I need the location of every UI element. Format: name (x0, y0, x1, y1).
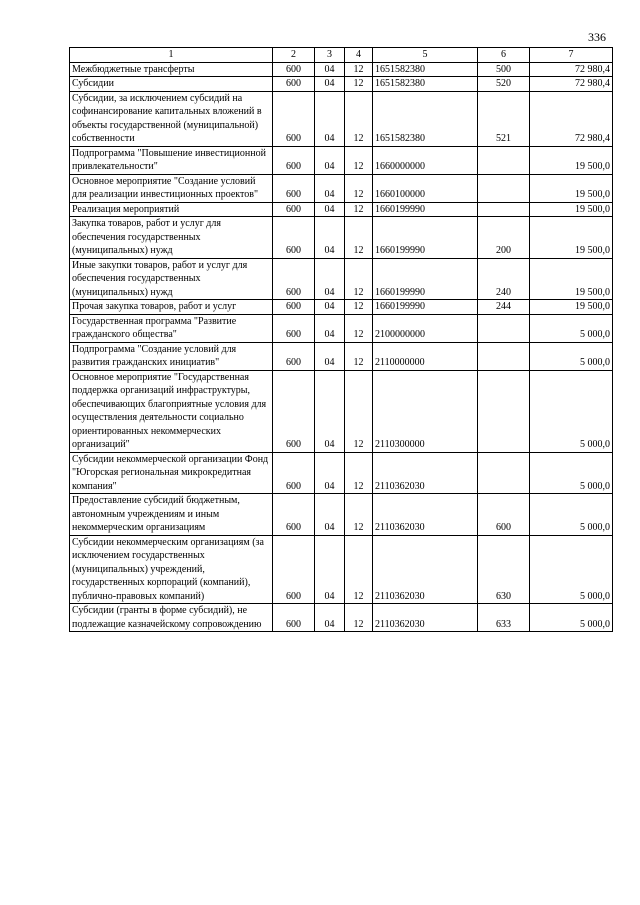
table-row (70, 604, 613, 632)
row-name-cell: Субсидии (гранты в форме субсидий), не подлежащие казначейскому сопровождению (70, 604, 273, 632)
row-name-cell: Субсидии некоммерческой организации Фонд "Югорская региональная микрокредитная компания" (70, 452, 273, 494)
target-article-cell: 1651582380 (373, 77, 478, 92)
subsection-cell: 12 (345, 258, 373, 300)
table-row (70, 146, 613, 174)
row-name-cell: Подпрограмма "Повышение инвестиционной привлекательности" (70, 146, 273, 174)
col-header-5: 5 (373, 48, 478, 63)
row-name-cell: Основное мероприятие "Создание условий для реализации инвестиционных проектов" (70, 174, 273, 202)
col-header-1: 1 (70, 48, 273, 63)
subsection-cell: 12 (345, 370, 373, 452)
section-cell: 04 (315, 174, 345, 202)
section-cell: 04 (315, 452, 345, 494)
amount-cell: 19 500,0 (530, 146, 613, 174)
table-body (70, 62, 613, 632)
amount-cell: 5 000,0 (530, 370, 613, 452)
amount-cell: 5 000,0 (530, 342, 613, 370)
col-header-6: 6 (478, 48, 530, 63)
subsection-cell: 12 (345, 314, 373, 342)
expense-type-cell (478, 342, 530, 370)
col-header-4: 4 (345, 48, 373, 63)
expense-type-cell: 500 (478, 62, 530, 77)
subsection-cell: 12 (345, 535, 373, 604)
subsection-cell: 12 (345, 452, 373, 494)
amount-cell: 5 000,0 (530, 314, 613, 342)
target-article-cell: 1660199990 (373, 217, 478, 259)
table-row (70, 314, 613, 342)
ved-cell: 600 (273, 314, 315, 342)
subsection-cell: 12 (345, 300, 373, 315)
expense-type-cell: 240 (478, 258, 530, 300)
expense-type-cell (478, 370, 530, 452)
subsection-cell: 12 (345, 494, 373, 536)
amount-cell: 72 980,4 (530, 77, 613, 92)
amount-cell: 72 980,4 (530, 62, 613, 77)
ved-cell: 600 (273, 342, 315, 370)
section-cell: 04 (315, 300, 345, 315)
section-cell: 04 (315, 370, 345, 452)
expense-type-cell: 633 (478, 604, 530, 632)
subsection-cell: 12 (345, 174, 373, 202)
budget-table (69, 47, 613, 632)
section-cell: 04 (315, 535, 345, 604)
target-article-cell: 2110362030 (373, 604, 478, 632)
ved-cell: 600 (273, 202, 315, 217)
target-article-cell: 1660199990 (373, 258, 478, 300)
target-article-cell: 2100000000 (373, 314, 478, 342)
expense-type-cell: 521 (478, 91, 530, 146)
section-cell: 04 (315, 202, 345, 217)
ved-cell: 600 (273, 146, 315, 174)
expense-type-cell (478, 314, 530, 342)
section-cell: 04 (315, 77, 345, 92)
ved-cell: 600 (273, 258, 315, 300)
amount-cell: 19 500,0 (530, 202, 613, 217)
row-name-cell: Основное мероприятие "Государственная поддержка организаций инфраструктуры, обеспечивающих благоприятные условия для осуществления деятельности социально ориентированных некоммерческих организаций" (70, 370, 273, 452)
ved-cell: 600 (273, 77, 315, 92)
amount-cell: 5 000,0 (530, 494, 613, 536)
table-row (70, 77, 613, 92)
page-number: 336 (588, 30, 606, 44)
amount-cell: 19 500,0 (530, 258, 613, 300)
section-cell: 04 (315, 217, 345, 259)
expense-type-cell: 244 (478, 300, 530, 315)
target-article-cell: 2110300000 (373, 370, 478, 452)
section-cell: 04 (315, 146, 345, 174)
amount-cell: 5 000,0 (530, 452, 613, 494)
section-cell: 04 (315, 62, 345, 77)
ved-cell: 600 (273, 604, 315, 632)
subsection-cell: 12 (345, 77, 373, 92)
ved-cell: 600 (273, 535, 315, 604)
target-article-cell: 2110362030 (373, 452, 478, 494)
section-cell: 04 (315, 91, 345, 146)
table-row (70, 217, 613, 259)
subsection-cell: 12 (345, 342, 373, 370)
target-article-cell: 2110362030 (373, 494, 478, 536)
ved-cell: 600 (273, 217, 315, 259)
row-name-cell: Межбюджетные трансферты (70, 62, 273, 77)
ved-cell: 600 (273, 370, 315, 452)
target-article-cell: 1651582380 (373, 91, 478, 146)
amount-cell: 5 000,0 (530, 535, 613, 604)
table-row (70, 452, 613, 494)
row-name-cell: Прочая закупка товаров, работ и услуг (70, 300, 273, 315)
target-article-cell: 1660199990 (373, 202, 478, 217)
table-row (70, 342, 613, 370)
col-header-2: 2 (273, 48, 315, 63)
expense-type-cell (478, 146, 530, 174)
row-name-cell: Закупка товаров, работ и услуг для обеспечения государственных (муниципальных) нужд (70, 217, 273, 259)
target-article-cell: 1660000000 (373, 146, 478, 174)
table-row (70, 174, 613, 202)
subsection-cell: 12 (345, 604, 373, 632)
target-article-cell: 2110362030 (373, 535, 478, 604)
table-row (70, 535, 613, 604)
table-row (70, 202, 613, 217)
subsection-cell: 12 (345, 91, 373, 146)
section-cell: 04 (315, 342, 345, 370)
col-header-3: 3 (315, 48, 345, 63)
column-number-header (70, 48, 613, 63)
ved-cell: 600 (273, 174, 315, 202)
table-row (70, 62, 613, 77)
table-row (70, 494, 613, 536)
ved-cell: 600 (273, 300, 315, 315)
section-cell: 04 (315, 494, 345, 536)
expense-type-cell (478, 202, 530, 217)
subsection-cell: 12 (345, 217, 373, 259)
section-cell: 04 (315, 258, 345, 300)
section-cell: 04 (315, 604, 345, 632)
subsection-cell: 12 (345, 202, 373, 217)
row-name-cell: Субсидии некоммерческим организациям (за исключением государственных (муниципальных) учреждений, государственных корпораций (компаний), публично-правовых компаний) (70, 535, 273, 604)
ved-cell: 600 (273, 494, 315, 536)
expense-type-cell: 200 (478, 217, 530, 259)
table-row (70, 370, 613, 452)
col-header-7: 7 (530, 48, 613, 63)
row-name-cell: Государственная программа "Развитие гражданского общества" (70, 314, 273, 342)
expense-type-cell: 520 (478, 77, 530, 92)
ved-cell: 600 (273, 62, 315, 77)
table-row (70, 300, 613, 315)
ved-cell: 600 (273, 91, 315, 146)
amount-cell: 72 980,4 (530, 91, 613, 146)
row-name-cell: Предоставление субсидий бюджетным, автономным учреждениям и иным некоммерческим организациям (70, 494, 273, 536)
row-name-cell: Субсидии (70, 77, 273, 92)
amount-cell: 5 000,0 (530, 604, 613, 632)
expense-type-cell (478, 174, 530, 202)
expense-type-cell (478, 452, 530, 494)
table-row (70, 91, 613, 146)
amount-cell: 19 500,0 (530, 174, 613, 202)
ved-cell: 600 (273, 452, 315, 494)
row-name-cell: Иные закупки товаров, работ и услуг для обеспечения государственных (муниципальных) нужд (70, 258, 273, 300)
expense-type-cell: 630 (478, 535, 530, 604)
section-cell: 04 (315, 314, 345, 342)
target-article-cell: 2110000000 (373, 342, 478, 370)
subsection-cell: 12 (345, 146, 373, 174)
row-name-cell: Подпрограмма "Создание условий для развития гражданских инициатив" (70, 342, 273, 370)
table-row (70, 258, 613, 300)
target-article-cell: 1660199990 (373, 300, 478, 315)
subsection-cell: 12 (345, 62, 373, 77)
amount-cell: 19 500,0 (530, 300, 613, 315)
row-name-cell: Субсидии, за исключением субсидий на софинансирование капитальных вложений в объекты государственной (муниципальной) собственности (70, 91, 273, 146)
amount-cell: 19 500,0 (530, 217, 613, 259)
target-article-cell: 1660100000 (373, 174, 478, 202)
row-name-cell: Реализация мероприятий (70, 202, 273, 217)
target-article-cell: 1651582380 (373, 62, 478, 77)
expense-type-cell: 600 (478, 494, 530, 536)
